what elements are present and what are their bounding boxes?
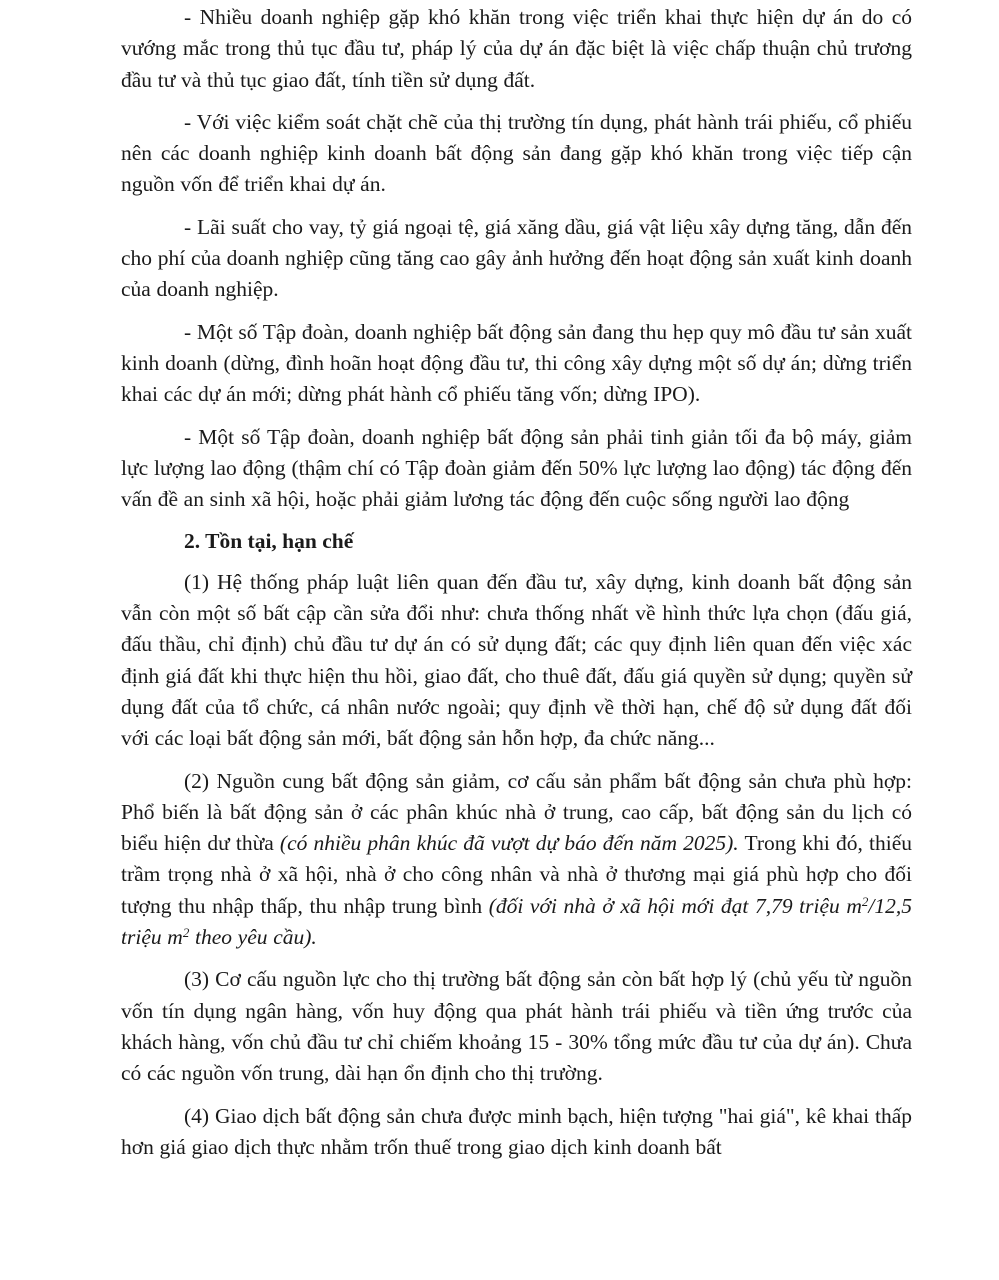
paragraph-item-3: (3) Cơ cấu nguồn lực cho thị trường bất động sản còn bất hợp lý (chủ yếu từ nguồn vốn tín dụng ngân hàng, vốn huy động qua phát hành trái phiếu và tiền ứng trước của khách hàng, vốn chủ đầu tư chỉ chiếm khoảng 15 - 30% tổng mức đầu tư của dự án). Chưa có các nguồn vốn trung, dài hạn ổn định cho thị trường. [121, 967, 912, 1086]
section-heading: 2. Tồn tại, hạn chế [184, 529, 354, 554]
paragraph-item-1: (1) Hệ thống pháp luật liên quan đến đầu tư, xây dựng, kinh doanh bất động sản vẫn còn một số bất cập cần sửa đổi như: chưa thống nhất về hình thức lựa chọn (đấu giá, đấu thầu, chỉ định) chủ đầu tư dự án có sử dụng đất; các quy định liên quan đến việc xác định giá đất khi thực hiện thu hồi, giao đất, cho thuê đất, đấu giá quyền sử dụng; quyền sử dụng đất của tổ chức, cá nhân nước ngoài; quy định về thời hạn, chế độ sử dụng đất đối với các loại bất động sản mới, bất động sản hỗn hợp, đa chức năng... [121, 569, 912, 751]
paragraph-item-4: (4) Giao dịch bất động sản chưa được minh bạch, hiện tượng "hai giá", kê khai thấp hơn giá giao dịch thực nhằm trốn thuế trong giao dịch kinh doanh bất [121, 1103, 912, 1159]
item2-superscript-a: 2 [861, 893, 869, 909]
item2-text-1: (2) Nguồn cung bất động sản giảm, cơ cấu sản phẩm bất động sản chưa phù hợp: Phổ biến là bất động sản ở các phân khúc nhà ở trung, cao cấp, bất động sản du lịch có biểu hiện dư thừa [121, 768, 912, 856]
document-page [121, 2, 912, 1174]
item2-italic-2a: (đối với nhà ở xã hội mới đạt 7,79 triệu m [488, 893, 862, 918]
paragraph-bullet-5: - Một số Tập đoàn, doanh nghiệp bất động sản phải tinh giản tối đa bộ máy, giảm lực lượng lao động (thậm chí có Tập đoàn giảm đến 50% lực lượng lao động) tác động đến vấn đề an sinh xã hội, hoặc phải giảm lương tác động đến cuộc sống người lao động [121, 424, 912, 512]
item2-italic-2b: /12,5 triệu m [121, 893, 912, 950]
item2-italic-2c: theo yêu cầu). [189, 925, 317, 950]
paragraph-item-2 [121, 766, 912, 954]
paragraph-bullet-4: - Một số Tập đoàn, doanh nghiệp bất động sản đang thu hẹp quy mô đầu tư sản xuất kinh doanh (dừng, đình hoãn hoạt động đầu tư, thi công xây dựng một số dự án; dừng triển khai các dự án mới; dừng phát hành cổ phiếu tăng vốn; dừng IPO). [121, 319, 912, 407]
paragraph-bullet-3: - Lãi suất cho vay, tỷ giá ngoại tệ, giá xăng dầu, giá vật liệu xây dựng tăng, dẫn đến cho phí của doanh nghiệp cũng tăng cao gây ảnh hưởng đến hoạt động sản xuất kinh doanh của doanh nghiệp. [121, 214, 912, 302]
paragraph-bullet-2: - Với việc kiểm soát chặt chẽ của thị trường tín dụng, phát hành trái phiếu, cổ phiếu nên các doanh nghiệp kinh doanh bất động sản đang gặp khó khăn trong việc tiếp cận nguồn vốn để triển khai dự án. [121, 109, 912, 197]
paragraph-bullet-1: - Nhiều doanh nghiệp gặp khó khăn trong việc triển khai thực hiện dự án do có vướng mắc trong thủ tục đầu tư, pháp lý của dự án đặc biệt là việc chấp thuận chủ trương đầu tư và thủ tục giao đất, tính tiền sử dụng đất. [121, 5, 912, 92]
item2-text-2: Trong khi đó, thiếu trầm trọng nhà ở xã hội, nhà ở cho công nhân và nhà ở thương mại giá phù hợp cho đối tượng thu nhập thấp, thu nhập trung bình [121, 831, 912, 918]
item2-italic-1: (có nhiều phân khúc đã vượt dự báo đến năm 2025). [279, 831, 739, 856]
item2-superscript-b: 2 [182, 925, 190, 941]
